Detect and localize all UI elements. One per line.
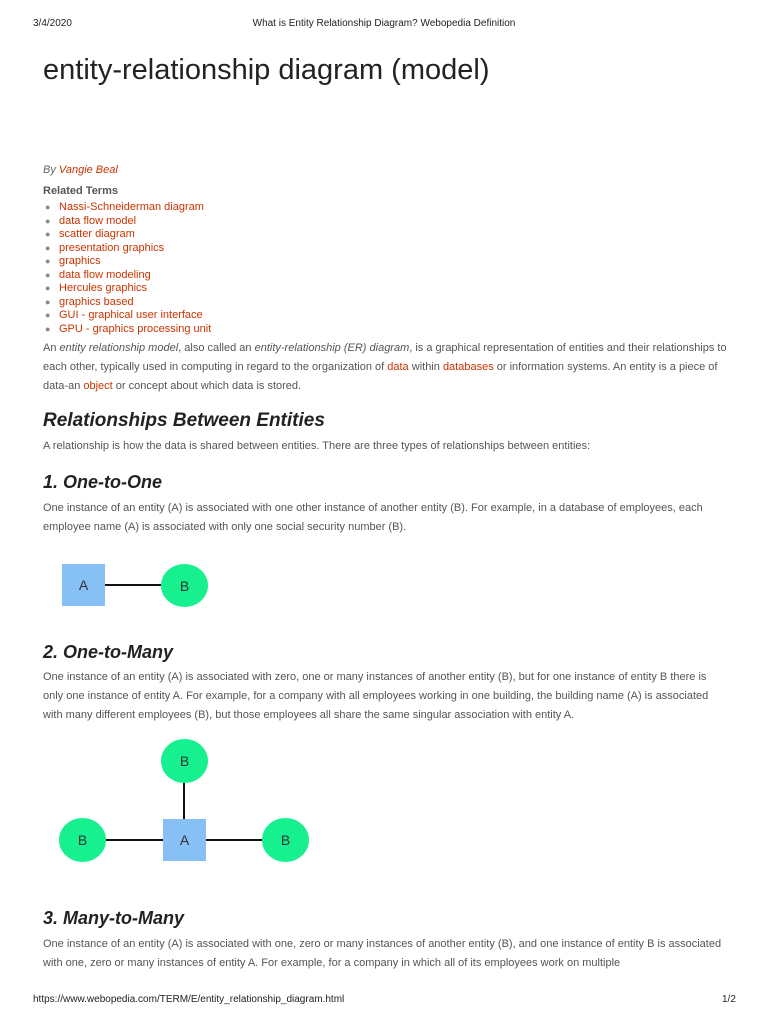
print-url: https://www.webopedia.com/TERM/E/entity_relationship_diagram.html (33, 994, 345, 1005)
related-term-item (43, 255, 211, 269)
bullet-icon: ● (45, 283, 51, 293)
one-to-many-text: One instance of an entity (A) is associated with zero, one or many instances of another entity (B), but for one instance of entity B there is only one instance of entity A. For example, for a company with all employees working in one building, the building name (A) is associated with many different employees (B), but those employees all share the same singular association with entity A. (43, 671, 709, 721)
databases-link[interactable]: databases (442, 361, 494, 373)
byline-prefix: By (43, 164, 56, 176)
related-term-link[interactable]: scatter diagram (59, 228, 135, 240)
relationship-line (205, 839, 265, 841)
intro-paragraph (43, 339, 728, 396)
author-link[interactable]: Vangie Beal (58, 164, 118, 176)
intro-emphasis: entity-relationship (ER) diagram (254, 342, 410, 354)
intro-text: or concept about which data is stored. (112, 380, 302, 392)
intro-text: or information systems. An entity is a piece of data-an (43, 361, 718, 392)
relationship-line (183, 780, 185, 820)
intro-text: within (408, 361, 443, 373)
relationship-line (105, 584, 165, 586)
related-term-item (43, 269, 211, 283)
related-term-item (43, 309, 211, 323)
related-term-item (43, 242, 211, 256)
related-term-item (43, 296, 211, 310)
related-term-link[interactable]: graphics based (59, 295, 134, 308)
one-to-one-text: One instance of an entity (A) is associated with one other instance of another entity (B). For example, in a database of employees, each employee name (A) is associated with only one social security number (B). (43, 502, 703, 533)
bullet-icon: ● (45, 296, 51, 307)
bullet-icon: ● (45, 242, 51, 253)
related-term-item (43, 228, 211, 242)
entity-b-circle: B (59, 818, 106, 862)
bullet-icon: ● (45, 256, 51, 266)
related-term-item (43, 282, 211, 296)
byline (43, 164, 118, 176)
relationships-intro: A relationship is how the data is shared between entities. There are three types of relationships between entities: (43, 440, 591, 452)
entity-b-circle: B (161, 564, 208, 607)
related-term-link[interactable]: graphics (59, 255, 101, 267)
related-terms-list (43, 201, 211, 336)
related-term-item (43, 201, 211, 215)
relationships-heading: Relationships Between Entities (43, 410, 325, 431)
entity-b-circle: B (161, 739, 208, 783)
related-term-link[interactable]: Nassi-Schneiderman diagram (59, 201, 204, 213)
one-to-one-heading: 1. One-to-One (43, 472, 163, 492)
data-link[interactable]: data (387, 361, 409, 373)
bullet-icon: ● (45, 269, 51, 280)
entity-a-square: A (163, 819, 206, 861)
related-term-link[interactable]: data flow model (59, 214, 137, 227)
print-date: 3/4/2020 (33, 18, 72, 29)
page-title: entity-relationship diagram (model) (43, 54, 490, 86)
bullet-icon: ● (45, 229, 51, 239)
one-to-many-heading: 2. One-to-Many (43, 642, 174, 662)
relationship-line (104, 839, 164, 841)
many-to-many-heading: 3. Many-to-Many (43, 908, 185, 928)
related-term-item (43, 215, 211, 229)
intro-text: An (43, 342, 60, 354)
related-term-link[interactable]: presentation graphics (59, 241, 165, 254)
related-term-link[interactable]: GUI - graphical user interface (59, 309, 203, 321)
related-term-link[interactable]: Hercules graphics (59, 282, 148, 294)
print-page-number: 1/2 (722, 994, 736, 1005)
intro-text: , is a graphical representation of entities and their relationships to each other, typically used in computing in regard to the organization of (43, 342, 727, 373)
bullet-icon: ● (45, 323, 51, 334)
entity-a-square: A (62, 564, 105, 606)
related-term-item (43, 323, 211, 337)
related-term-link[interactable]: GPU - graphics processing unit (59, 322, 212, 335)
intro-text: , also called an (178, 342, 255, 354)
bullet-icon: ● (45, 310, 51, 320)
intro-emphasis: entity relationship model (59, 342, 179, 354)
related-term-link[interactable]: data flow modeling (59, 268, 151, 281)
related-terms-heading: Related Terms (43, 185, 118, 197)
print-page-title: What is Entity Relationship Diagram? Webopedia Definition (252, 18, 516, 29)
object-link[interactable]: object (83, 380, 113, 392)
entity-b-circle: B (262, 818, 309, 862)
many-to-many-text: One instance of an entity (A) is associated with one, zero or many instances of another entity (B), and one instance of entity B is associated with one, zero or many instances of entity A. For example, for a company in which all of its employees work on multiple (43, 938, 722, 969)
bullet-icon: ● (45, 202, 51, 212)
bullet-icon: ● (45, 215, 51, 226)
